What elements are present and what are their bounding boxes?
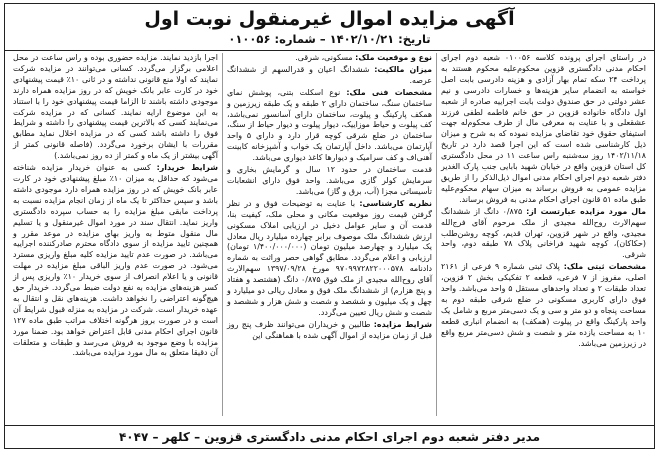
auction-conditions-continued: اجرا بازدید نمایند. مزایده حضوری بوده و راس ساعت در محل اعلامی برگزار می‌گردد. کسانی می‌توانند در مزایده شرکت نمایند که اولا منع قانونی نداشته و در ثانی ۱۰٪ قیمت پیشنهادی خود در کارت عابر بانک خویش که در روز مزایده همراه دارند موجودی داشته باشند تا الزاما قیمت پیشنهادی خود را با استناد به این موضوع ارایه نمایند. کسانی که در مزایده شرکت می‌نمایند کسی که بالاترین قیمت پیشنهادی را داشته و شرایط فوق را داشته باشد کسی که در مزایده اخلال نماید مطابق مقررات با ایشان برخورد می‌گردد. (فاصله قانونی کمتر از آگهی بیشتر از یک ماه و کمتر از ده روز نمی‌باشد.) <box>13 53 218 161</box>
notice-date-number: تاریخ: ۱۴۰۲/۱۰/۲۱ – شماره: ۰۱۰۰۵۶ <box>228 32 431 46</box>
ownership-label: میزان مالکیت: <box>374 64 432 74</box>
buyer-conditions-text: کسی به عنوان خریدار مزایده شناخته می‌شود که حداقل به میزان ۱۰٪ مبلغ پیشنهادی خود در کارت عابر بانک خویش که در روز مزایده همراه دارد موجودی داشته باشد و سپس حداکثر تا یک ماه از زمان انجام مزایده نسبت به پرداخت مابقی مبلغ مزایده را به حساب سپرده دادگستری واریز نماید. انتقال سند در مورد اموال غیرمنقول و یا تسلیم مال منقول متوط به واریز بهای مزایده در موعد مقرر و همچنین تایید مزایده از سوی دادگاه محترم صادرکننده اجراییه می‌باشد. در صورت عدم تایید مزایده کلیه مبلغ واریزی مسترد می‌شود. در صورت عدم واریز الباقی مبلغ مزایده در مهلت قانونی و یا اعلام انصراف از سوی خریدار ۱۰٪ واریزی پس از کسر هزینه‌های مزایده به نفع دولت ضبط می‌گردد. خریدار حق هیچ‌گونه اعتراضی را نخواهد داشت. هزینه‌های نقل و انتقال به عهده خریدار است. شرکت در مزایده به منزله قبول شرایط آن است و در صورت بروز هرگونه اختلاف مراتب طبق ماده ۱۲۷ قانون اجرای احکام مدنی قابل اعتراض خواهد بود. ضمنا مورد مزایده با وضع موجود به فروش می‌رسد و طبقات و متعلقات آن دقیقا متعلق به مال مورد مزایده می‌باشد. <box>13 163 219 358</box>
property-type-text: مسکونی، شرقی. <box>295 53 353 62</box>
auction-notice <box>4 3 655 449</box>
expert-opinion-text: با عنایت به توضیحات فوق و در نظر گرفتن قیمت روز موقعیت مکانی و محلی ملک، کیفیت بنا، قدمت آن و سایر عوامل دخیل در ارزیابی املاک مسکونی ارزش ششدانگ ملک موصوف برابر چهارده میلیارد ریال معادل یک میلیارد و چهارصد میلیون تومان (۱/۴۰۰/۰۰۰/۰۰۰ تومان) ارزیابی و اعلام می‌گردد. مطابق گواهی حصر وراثت به شماره دادنامه ۹۷۰۹۹۷۲۸۲۲۰۰۰۵۷۸ مورخ ۱۳۹۷/۰۹/۲۸ سهم‌الارث آقای روح‌الله مجیدی از ملک فوق ۰/۸۷۵ دانگ (هشتصد و هفتاد و پنج هزارم) از ششدانگ ملک فوق و معادل ریالی دو میلیارد و چهل و یک میلیون و ششصد و شصت و شش هزار و ششصد و شصت و شش ریال تعیین می‌گردد. <box>227 198 433 317</box>
notice-signature: مدیر دفتر شعبه دوم اجرای احکام مدنی دادگستری قزوین – کلهر – ۴۰۴۷ <box>5 425 654 448</box>
registration-details <box>441 262 646 349</box>
auction-conditions <box>227 320 432 342</box>
notice-header <box>5 4 654 51</box>
technical-specs <box>227 88 432 164</box>
buyer-conditions <box>13 163 218 359</box>
column-middle <box>223 53 437 416</box>
notice-body <box>5 51 654 416</box>
property-section-label: مال مورد مزایده عبارتست از: <box>526 206 646 216</box>
auction-conditions-label: شرایط مزایده: <box>373 319 432 329</box>
column-left <box>9 53 223 416</box>
property-section-text: ۰/۸۷۵ دانگ از ششدانگ سهم‌الارث روح‌الله مجیدی از ملک مرحوم آقای فرج‌الله مجیدی، واقع در شهر قزوین، تهران قدیم، کوچه روشن‌طلب (حکاکان)، کوچه شهید فراخانی پلاک ۷۸ طبقه دوم، واحد شرقی. <box>441 206 646 260</box>
auction-conditions-text: طالبین و خریداران می‌توانند ظرف پنج روز قبل از زمان مزایده از اموال آگهی شده با هماهنگی این <box>227 319 432 340</box>
notice-title: آگهی مزایده اموال غیرمنقول نوبت اول <box>144 8 515 30</box>
expert-opinion <box>227 199 432 319</box>
registration-section-text: پلاک ثبتی شماره ۹ فرعی از ۲۱۶۱ اصلی، مفروز از ۷ فرعی، قطعه ۲ تفکیکی بخش ۲ قزوین، تعداد طبقات ۲ و تعداد واحدهای مستقل ۵ واحد می‌باشد. واحد فوق دارای کاربری مسکونی در ضلع شرقی طبقه دوم به مساحت پنجاه و دو متر و سی و یک دسی‌متر مربع و شامل یک واحد پارکینگ واقع در پیلوت (همکف) به انضمام انباری قطعه ۱۰ به مساحت یازده متر و شصت و شش دسی‌متر مربع واقع در زیرزمین می‌باشد. <box>441 262 646 348</box>
building-age-paragraph: قدمت ساختمان در حدود ۱۲ سال و گرمایش بخاری و سرمایش کولر گازی می‌باشد. واحد فوق دارای انشعابات تأسیساتی مجزا (آب، برق و گاز) می‌باشد. <box>227 165 432 196</box>
ownership-share <box>227 65 432 87</box>
ownership-text: ششدانگ اعیان و قدرالسهم از ششدانگ عرصه. <box>227 64 432 85</box>
registration-section-label: مشخصات ثبتی ملک: <box>563 262 646 272</box>
property-type <box>227 53 432 64</box>
technical-specs-label: مشخصات فنی ملک: <box>346 87 432 97</box>
buyer-conditions-label: شرایط خریدار: <box>156 163 218 173</box>
expert-opinion-label: نظریه کارشناسی: <box>359 198 432 208</box>
column-right <box>437 53 650 416</box>
property-type-label: نوع و موقعیت ملک: <box>355 53 432 62</box>
property-description <box>441 207 646 262</box>
technical-specs-text: نوع اسکلت بتنی، پوشش نمای ساختمان سنگ، ساختمان دارای ۲ طبقه و یک طبقه زیرزمین و همکف پارکینگ و پیلوت، ساختمان دارای آسانسور نمی‌باشد، کف پیلوت و حیاط موزاییک، دیوار پیلوت و دیوار حیاط از سنگ، ساختمان در ضلع شرقی کوچه قرار دارد و دارای ۵ واحد آپارتمان می‌باشد. داخل آپارتمان یک خواب و آشپزخانه کابینت آهنی‌اف و کف سرامیک و دیوارها کاغذ دیواری می‌باشد. <box>227 87 433 163</box>
intro-paragraph: در راستای اجرای پرونده کلاسه ۰۱۰۰۵۶ شعبه دوم اجرای احکام مدنی دادگستری قزوین محکوم‌علیه محکوم هستند به پرداخت ۲۴ سکه تمام بهار آزادی و هزینه دادرسی بابت اصل خواسته به انضمام سایر هزینه‌ها و خسارات دادرسی و نیم عشر دولتی در حق صندوق دولت بابت اجراییه صادره از شعبه اول دادگاه خانواده قزوین در حق خانم فاطمه لطفی فرزند عشقعلی و با عنایت به معرفی مال از طرف محکوم‌له جهت استیفای حقوق خود تقاضای مزایده نموده که به شرح و میزان ذیل کارشناسی شده است که این اجرا قصد دارد در تاریخ ۱۴۰۲/۱۱/۱۸ روز سه‌شنبه راس ساعت ۱۱ در محل دادگستری کل استان قزوین واقع در خیابان شهید بابایی جنب پارک الغدیر دفتر شعبه دوم اجرای احکام مدنی اموال ذیل‌الذکر را از طریق مزایده عمومی به فروش برساند به میزان سهام محکوم‌علیه طبق ماده ۵۱ قانون اجرای احکام مدنی به فروش برساند. <box>441 53 646 204</box>
